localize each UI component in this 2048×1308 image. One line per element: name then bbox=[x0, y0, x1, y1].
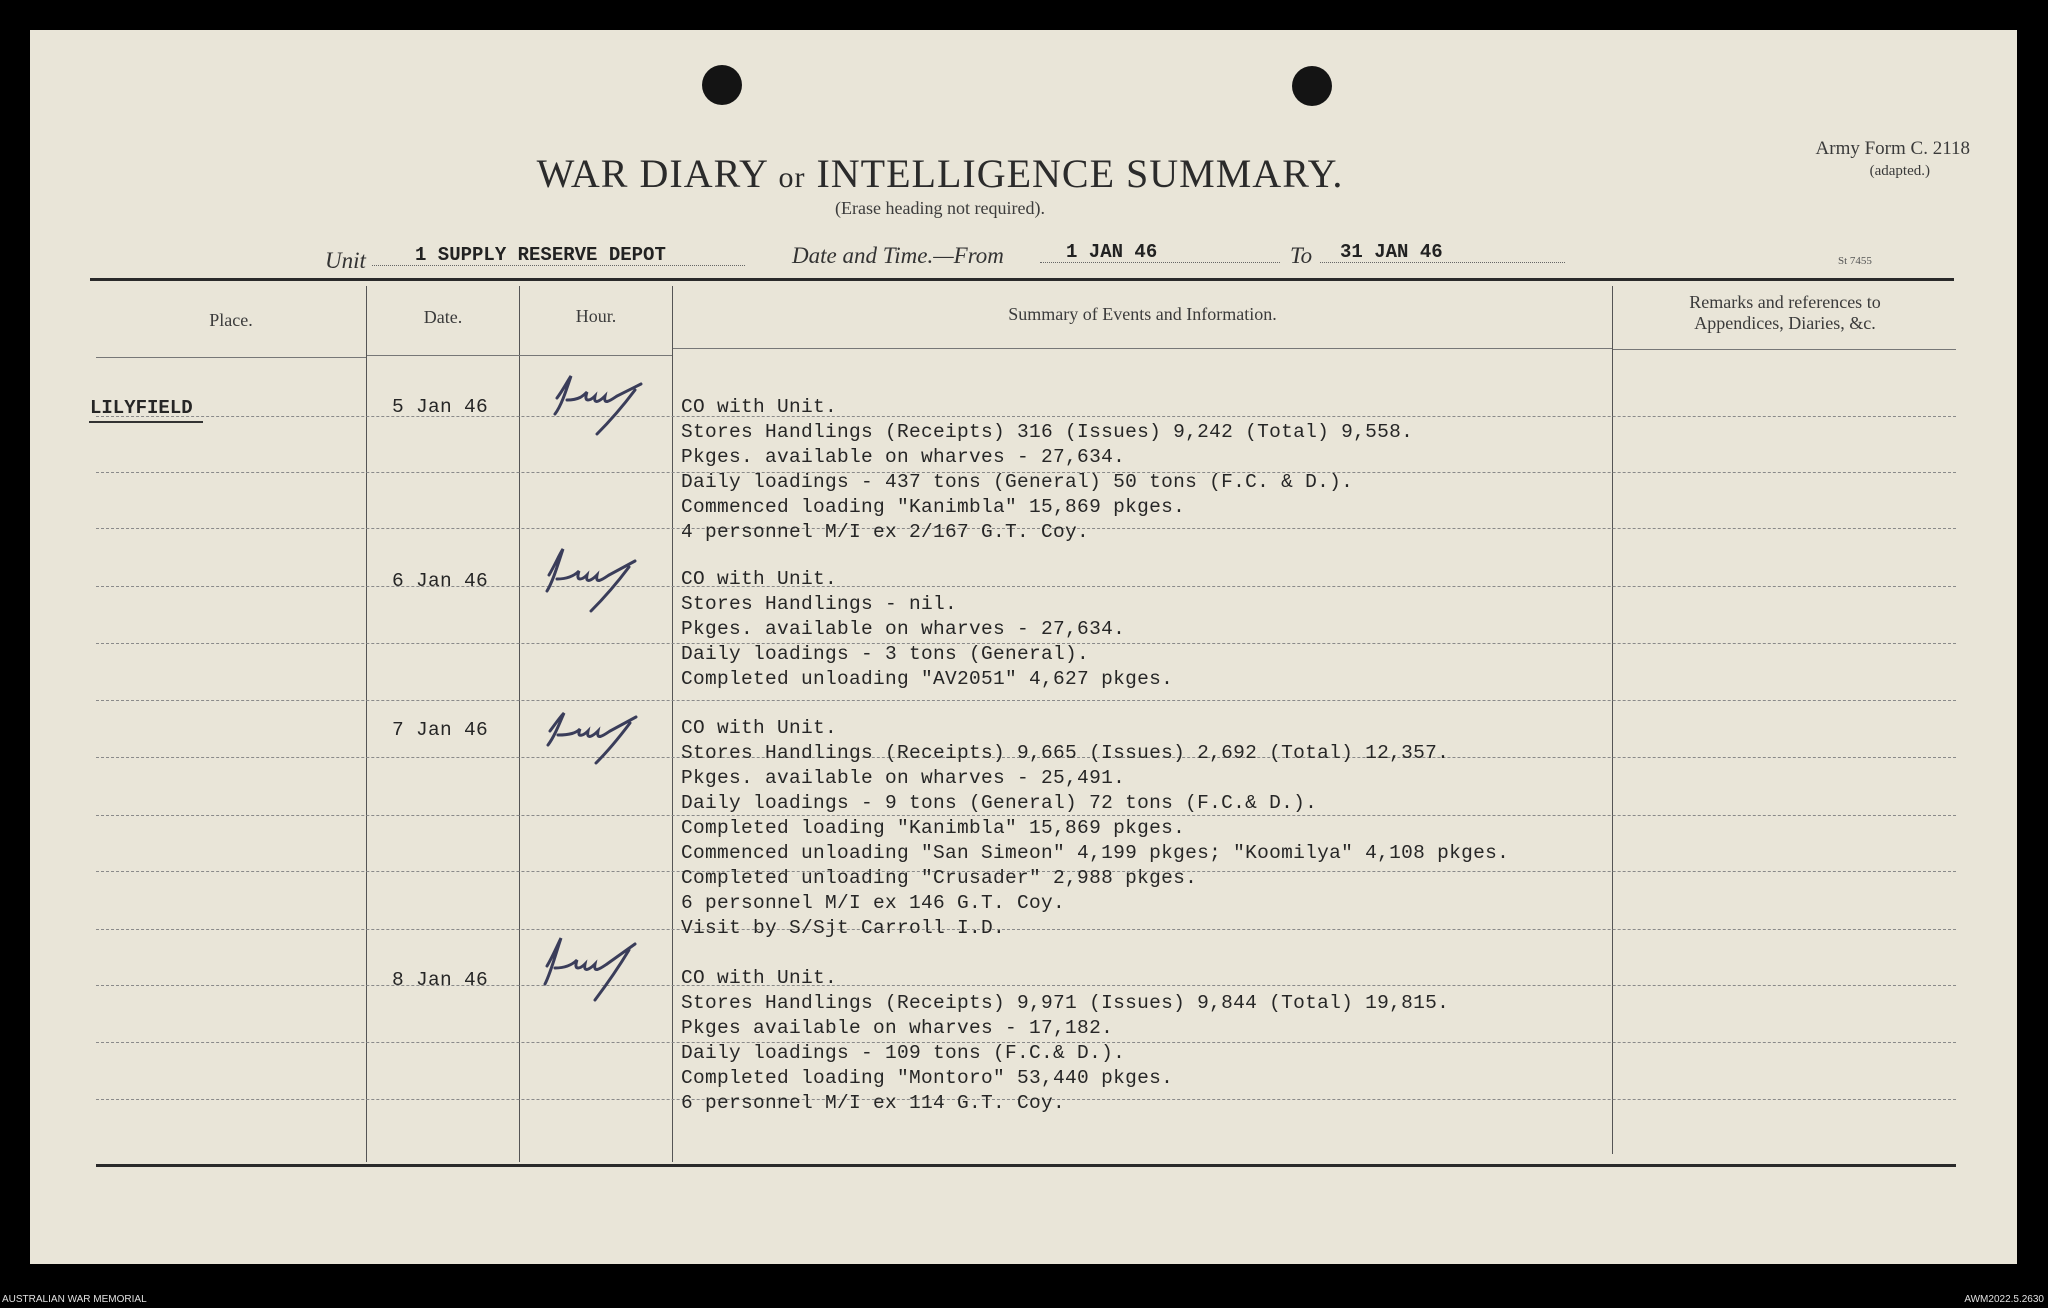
col-divider-2 bbox=[519, 286, 520, 1162]
summary-line: Stores Handlings (Receipts) 316 (Issues) 9,242 (Total) 9,558. bbox=[681, 421, 1414, 443]
summary-line: Daily loadings - 109 tons (F.C.& D.). bbox=[681, 1042, 1126, 1064]
army-form-ref bbox=[1740, 138, 1970, 182]
place-name: LILYFIELD bbox=[90, 397, 193, 419]
summary-line: Stores Handlings - nil. bbox=[681, 593, 958, 615]
summary-line: CO with Unit. bbox=[681, 568, 838, 590]
ruled-line bbox=[96, 700, 1956, 701]
header-date: Date. bbox=[423, 307, 463, 327]
date-time-label: Date and Time.—From bbox=[792, 243, 1004, 268]
to-label: To bbox=[1290, 243, 1313, 268]
signature-mark bbox=[545, 370, 655, 450]
signature-mark bbox=[535, 545, 645, 625]
army-form-number: Army Form C. 2118 bbox=[1815, 138, 1970, 159]
header-sep-date-hour bbox=[367, 355, 672, 356]
entry-date: 7 Jan 46 bbox=[392, 719, 489, 741]
title-rest: INTELLIGENCE SUMMARY. bbox=[816, 151, 1344, 196]
table-bottom-rule bbox=[96, 1164, 1956, 1167]
punch-hole-left bbox=[702, 65, 742, 105]
signature-mark bbox=[535, 930, 645, 1010]
title-main: WAR DIARY bbox=[536, 151, 768, 196]
summary-line: 4 personnel M/I ex 2/167 G.T. Coy. bbox=[681, 521, 1090, 543]
unit-label: Unit bbox=[325, 248, 366, 273]
from-value: 1 JAN 46 bbox=[1066, 241, 1158, 263]
summary-line: 6 personnel M/I ex 146 G.T. Coy. bbox=[681, 892, 1066, 914]
table-top-rule bbox=[90, 278, 1954, 281]
header-summary: Summary of Events and Information. bbox=[1008, 304, 1277, 324]
summary-line: Completed loading "Kanimbla" 15,869 pkges. bbox=[681, 817, 1186, 839]
summary-line: CO with Unit. bbox=[681, 396, 838, 418]
ruled-line bbox=[96, 416, 1956, 417]
army-form-adapted: (adapted.) bbox=[1869, 163, 1930, 179]
signature-mark bbox=[538, 705, 648, 785]
summary-line: CO with Unit. bbox=[681, 717, 838, 739]
stock-number: St 7455 bbox=[1838, 255, 1872, 267]
summary-line: Pkges. available on wharves - 27,634. bbox=[681, 446, 1126, 468]
header-sep-summary bbox=[673, 348, 1612, 349]
summary-line: Visit by S/Sjt Carroll I.D. bbox=[681, 917, 1006, 939]
summary-line: Commenced unloading "San Simeon" 4,199 pkges; "Koomilya" 4,108 pkges. bbox=[681, 842, 1510, 864]
footer-source: AUSTRALIAN WAR MEMORIAL bbox=[2, 1294, 147, 1305]
summary-line: Daily loadings - 9 tons (General) 72 tons (F.C.& D.). bbox=[681, 792, 1318, 814]
ruled-line bbox=[96, 815, 1956, 816]
to-value: 31 JAN 46 bbox=[1340, 241, 1443, 263]
col-divider-3 bbox=[672, 286, 673, 1162]
summary-line: Daily loadings - 3 tons (General). bbox=[681, 643, 1090, 665]
entry-date: 8 Jan 46 bbox=[392, 969, 489, 991]
col-divider-1 bbox=[366, 286, 367, 1162]
summary-line: Daily loadings - 437 tons (General) 50 tons (F.C. & D.). bbox=[681, 471, 1354, 493]
title-or: or bbox=[778, 161, 806, 194]
entry-date: 5 Jan 46 bbox=[392, 396, 489, 418]
header-remarks-line1: Remarks and references to bbox=[1689, 292, 1881, 312]
summary-line: Pkges. available on wharves - 27,634. bbox=[681, 618, 1126, 640]
header-sep-remarks bbox=[1613, 349, 1956, 350]
summary-line: CO with Unit. bbox=[681, 967, 838, 989]
summary-line: Stores Handlings (Receipts) 9,971 (Issues) 9,844 (Total) 19,815. bbox=[681, 992, 1450, 1014]
ruled-line bbox=[96, 929, 1956, 930]
footer-reference: AWM2022.5.2630 bbox=[1964, 1294, 2044, 1305]
header-sep-place bbox=[96, 357, 366, 358]
summary-line: Completed loading "Montoro" 53,440 pkges. bbox=[681, 1067, 1174, 1089]
header-place: Place. bbox=[209, 310, 253, 330]
ruled-line bbox=[96, 985, 1956, 986]
summary-line: Commenced loading "Kanimbla" 15,869 pkges. bbox=[681, 496, 1186, 518]
summary-line: Completed unloading "Crusader" 2,988 pkges. bbox=[681, 867, 1198, 889]
summary-line: Stores Handlings (Receipts) 9,665 (Issues) 2,692 (Total) 12,357. bbox=[681, 742, 1450, 764]
punch-hole-right bbox=[1292, 66, 1332, 106]
unit-value: 1 SUPPLY RESERVE DEPOT bbox=[415, 244, 666, 266]
erase-note: (Erase heading not required). bbox=[835, 198, 1045, 218]
header-remarks bbox=[1613, 292, 1957, 334]
ruled-line bbox=[96, 586, 1956, 587]
summary-line: Pkges available on wharves - 17,182. bbox=[681, 1017, 1114, 1039]
header-remarks-line2: Appendices, Diaries, &c. bbox=[1694, 313, 1876, 333]
place-underline bbox=[89, 421, 203, 423]
summary-line: Completed unloading "AV2051" 4,627 pkges. bbox=[681, 668, 1174, 690]
entry-date: 6 Jan 46 bbox=[392, 570, 489, 592]
summary-line: 6 personnel M/I ex 114 G.T. Coy. bbox=[681, 1092, 1066, 1114]
header-hour: Hour. bbox=[575, 306, 617, 326]
summary-line: Pkges. available on wharves - 25,491. bbox=[681, 767, 1126, 789]
page-title bbox=[490, 150, 1390, 197]
